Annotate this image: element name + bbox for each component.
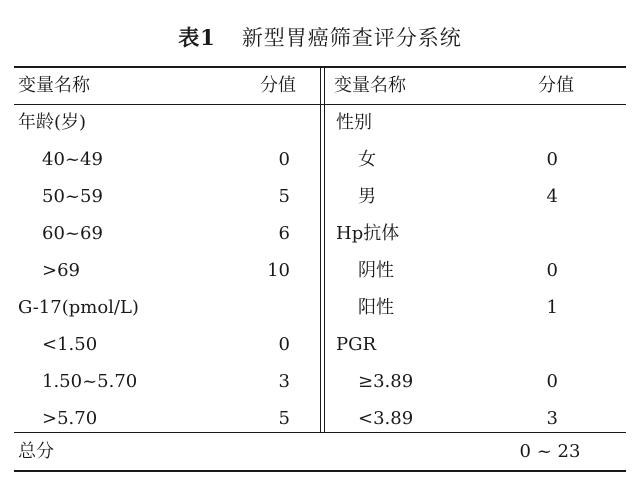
right-header-score: 分值: [538, 75, 574, 96]
right-variable-label: PGR: [336, 334, 377, 355]
right-score-value: 0: [546, 371, 558, 392]
left-score-value: 6: [278, 223, 290, 244]
right-header-variable: 变量名称: [334, 75, 406, 96]
left-option-label: 50~59: [42, 186, 103, 207]
total-value: 0 ~ 23: [519, 441, 581, 462]
right-option-label: 阴性: [358, 260, 394, 281]
right-option-label: 阳性: [358, 297, 394, 318]
right-option-label: ≥3.89: [358, 371, 414, 392]
left-option-label: >69: [42, 260, 80, 281]
left-option-label: >5.70: [42, 408, 98, 429]
table-title: [0, 22, 640, 52]
right-score-value: 4: [546, 186, 558, 207]
left-option-label: 1.50~5.70: [42, 371, 138, 392]
left-score-value: 5: [278, 408, 290, 429]
right-score-value: 1: [546, 297, 558, 318]
right-score-value: 0: [546, 260, 558, 281]
left-header-score: 分值: [260, 75, 296, 96]
total-label: 总分: [18, 441, 54, 462]
right-option-label: 女: [358, 149, 376, 170]
left-option-label: 60~69: [42, 223, 103, 244]
left-score-value: 5: [278, 186, 290, 207]
right-variable-label: Hp抗体: [336, 223, 400, 244]
right-score-value: 3: [546, 408, 558, 429]
table-number: 表1: [178, 25, 216, 50]
bottom-rule: [14, 470, 626, 472]
left-option-label: <1.50: [42, 334, 98, 355]
table-caption: 新型胃癌筛查评分系统: [241, 26, 462, 50]
left-header-variable: 变量名称: [18, 75, 90, 96]
left-option-label: 40~49: [42, 149, 103, 170]
left-score-value: 0: [278, 149, 290, 170]
left-variable-label: G-17(pmol/L): [18, 297, 139, 318]
right-option-label: <3.89: [358, 408, 414, 429]
column-divider: [320, 68, 325, 432]
left-score-value: 3: [278, 371, 290, 392]
right-variable-label: 性别: [336, 112, 372, 133]
right-score-value: 0: [546, 149, 558, 170]
left-score-value: 10: [267, 260, 290, 281]
left-variable-label: 年龄(岁): [18, 112, 87, 133]
footer-rule: [14, 432, 626, 433]
right-option-label: 男: [358, 186, 376, 207]
left-score-value: 0: [278, 334, 290, 355]
